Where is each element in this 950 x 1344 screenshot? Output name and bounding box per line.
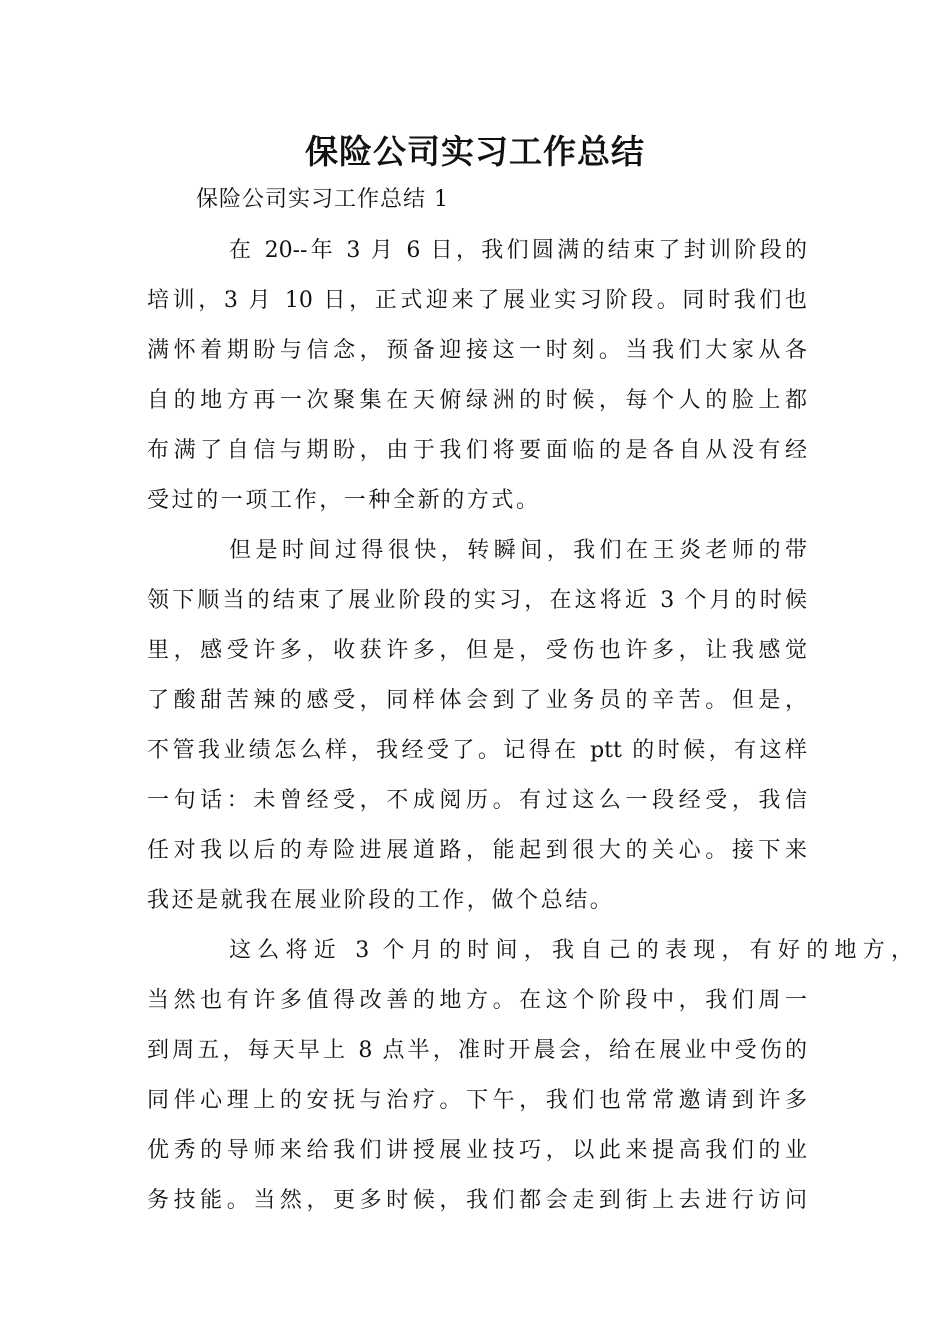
- text-line: 不管我业绩怎么样，我经受了。记得在 ptt 的时候，有这样: [147, 738, 807, 763]
- text-line: 领下顺当的结束了展业阶段的实习，在这将近 3 个月的时候: [147, 588, 807, 613]
- text-line: 自的地方再一次聚集在天俯绿洲的时候，每个人的脸上都: [147, 388, 807, 413]
- text-line: 当然也有许多值得改善的地方。在这个阶段中，我们周一: [147, 988, 807, 1013]
- paragraph-1: [147, 226, 807, 526]
- text-line: 任对我以后的寿险进展道路，能起到很大的关心。接下来: [147, 838, 807, 863]
- text-line: 优秀的导师来给我们讲授展业技巧，以此来提高我们的业: [147, 1138, 807, 1163]
- text-line: 我还是就我在展业阶段的工作，做个总结。: [147, 888, 615, 913]
- text-line: 培训，3 月 10 日，正式迎来了展业实习阶段。同时我们也: [147, 288, 807, 313]
- text-line: 一句话：未曾经受，不成阅历。有过这么一段经受，我信: [147, 788, 807, 813]
- text-line: 了酸甜苦辣的感受，同样体会到了业务员的辛苦。但是，: [147, 688, 807, 713]
- text-line: 里，感受许多，收获许多，但是，受伤也许多，让我感觉: [147, 638, 807, 663]
- text-line: 在 20--年 3 月 6 日，我们圆满的结束了封训阶段的: [229, 238, 807, 263]
- section-heading: 保险公司实习工作总结 1: [196, 187, 449, 212]
- text-line: 但是时间过得很快，转瞬间，我们在王炎老师的带: [229, 538, 807, 563]
- document-title: 保险公司实习工作总结: [305, 132, 645, 171]
- text-line: 务技能。当然，更多时候，我们都会走到街上去进行访问: [147, 1188, 807, 1213]
- paragraph-3: [147, 926, 913, 1226]
- text-line: 这么将近 3 个月的时间，我自己的表现，有好的地方，: [229, 938, 913, 963]
- paragraph-2: [147, 526, 807, 926]
- text-line: 受过的一项工作，一种全新的方式。: [147, 488, 541, 513]
- text-line: 布满了自信与期盼，由于我们将要面临的是各自从没有经: [147, 438, 807, 463]
- text-line: 同伴心理上的安抚与治疗。下午，我们也常常邀请到许多: [147, 1088, 807, 1113]
- text-line: 满怀着期盼与信念，预备迎接这一时刻。当我们大家从各: [147, 338, 807, 363]
- text-line: 到周五，每天早上 8 点半，准时开晨会，给在展业中受伤的: [147, 1038, 807, 1063]
